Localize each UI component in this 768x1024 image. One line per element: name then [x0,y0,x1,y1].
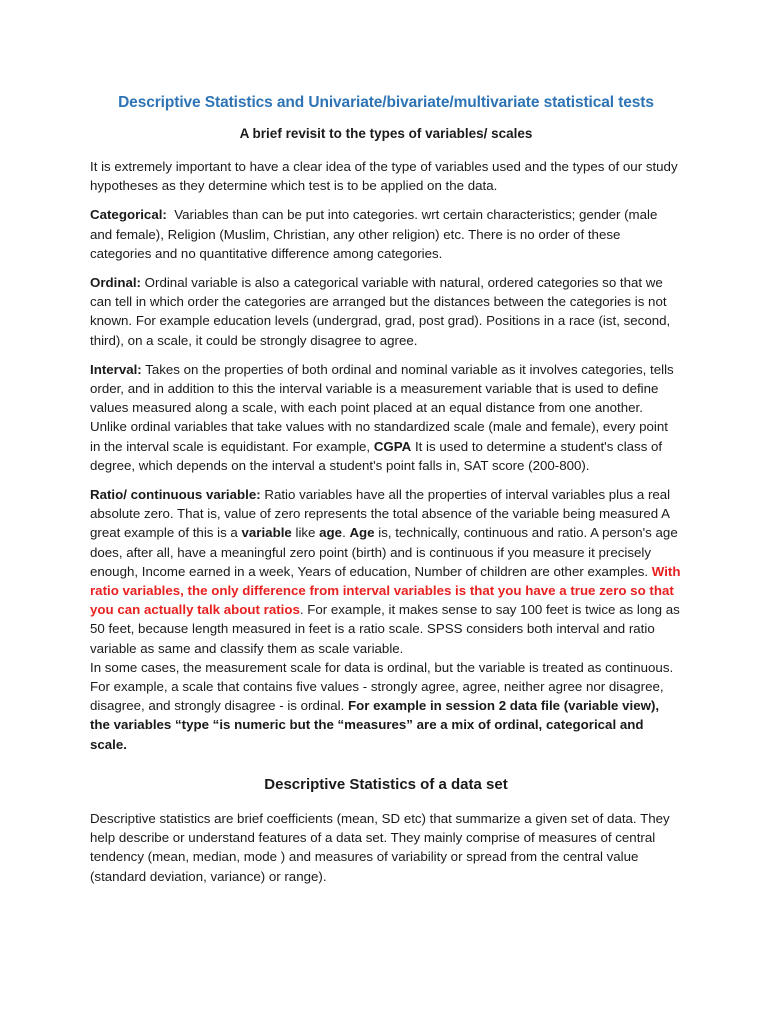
ratio-highlight: With ratio variables, the only difference from interval variables is that you have a true zero so that you can actually talk about ratios [90,563,681,618]
ratio-label: Ratio/ continuous variable: [90,487,261,503]
descriptive-text: Descriptive statistics are brief coefficients (mean, SD etc) that summarize a given set of data. They help describe or understand features of a data set. They mainly comprise of measures of central tendency (mean, median, mode ) and measures of variability or spread from the central value (standard deviation, variance) or range). [90,810,670,884]
interval-text-2: It is used to determine a student's class of degree, which depends on the interval a student's point falls in, SAT score (200-800). [90,438,663,473]
interval-label: Interval: [90,361,142,377]
ratio-text-2: like [291,525,320,541]
section-heading: Descriptive Statistics of a data set [264,775,508,793]
ordinal-paragraph [90,273,682,350]
ratio-text-3: . [342,525,350,541]
ratio-bold-age-2: Age [349,525,375,541]
categorical-paragraph [90,205,682,263]
ratio-bold-variable: variable [241,525,292,541]
intro-paragraph: It is extremely important to have a clear idea of the type of variables used and the types of our study hypotheses as they determine which test is to be applied on the data. [90,159,678,194]
ratio-text-5: . For example, it makes sense to say 100 feet is twice as long as 50 feet, because length measured in feet is a ratio scale. SPSS considers both interval and ratio variable as same and classify them as scale variable. [90,602,680,656]
ratio-paragraph [90,485,682,658]
categorical-text: Variables than can be put into categories. wrt certain characteristics; gender (male and female), Religion (Muslim, Christian, any other religion) etc. There is no order of these categories and no quantitative difference among categories. [90,207,662,261]
ordinal-label: Ordinal: [90,275,141,291]
measurement-paragraph [90,658,682,754]
ordinal-text: Ordinal variable is also a categorical variable with natural, ordered categories so that we can tell in which order the categories are arranged but the distances between the categories is not known. For example education levels (undergrad, grad, post grad). Positions in a race (ist, second, third), on a scale, it could be strongly disagree to agree. [90,275,671,348]
document-title: Descriptive Statistics and Univariate/bivariate/multivariate statistical tests [118,94,654,111]
categorical-label: Categorical: [90,207,167,223]
measurement-bold: For example in session 2 data file (variable view), the variables “type “is numeric but the “measures” are a mix of ordinal, categorical and scale. [90,698,660,752]
section-subtitle: A brief revisit to the types of variables/ scales [239,126,533,141]
interval-paragraph [90,360,682,475]
interval-text-1: Takes on the properties of both ordinal and nominal variable as it involves categories, tells order, and in addition to this the interval variable is a measurement variable that is used to define values measured along a scale, with each point placed at an equal distance from one another. Unlike ordinal variables that take values with no standardized scale (male and female), every point in the interval scale is equidistant. For example, [90,361,674,454]
descriptive-paragraph [90,809,682,886]
ratio-bold-age: age [319,525,343,541]
ratio-text-4: is, technically, continuous and ratio. A person's age does, after all, have a meaningful zero point (birth) and is continuous if you measure it precisely enough, Income earned in a week, Years of education, Number of children are other examples. [90,525,678,579]
ratio-text-1: Ratio variables have all the properties of interval variables plus a real absolute zero. That is, value of zero represents the total absence of the variable being measured A great example of this is a [90,487,671,541]
cgpa-term: CGPA [373,438,412,454]
measurement-text: In some cases, the measurement scale for data is ordinal, but the variable is treated as continuous. For example, a scale that contains five values - strongly agree, agree, neither agree nor disagree, disagree, and strongly disagree - is ordinal. [90,659,674,714]
